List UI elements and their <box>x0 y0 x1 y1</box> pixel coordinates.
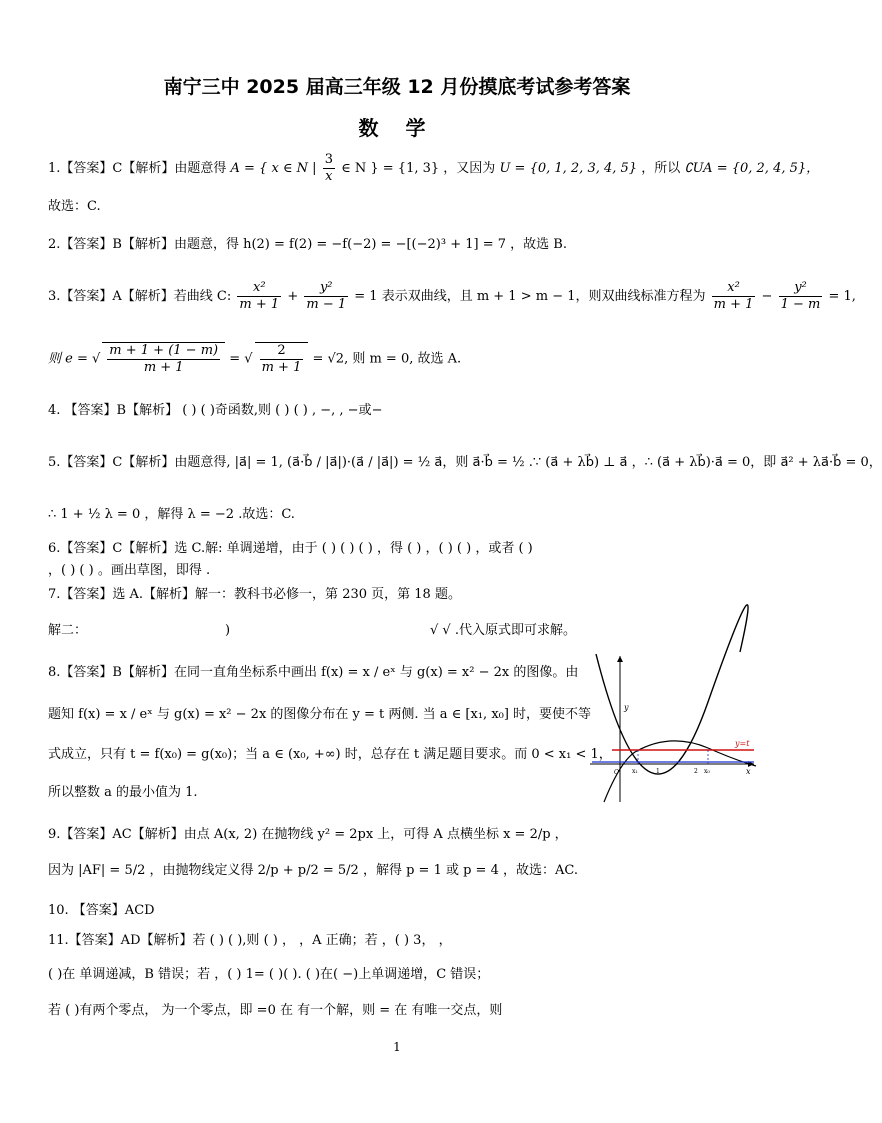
answer-1-complement: ∁UA = {0, 2, 4, 5}， <box>684 161 820 176</box>
answer-7-line-2b: ) <box>225 623 231 638</box>
answer-1-frac-num: 3 <box>324 152 333 167</box>
answer-7-line-2c: √ √ .代入原式即可求解。 <box>430 623 576 638</box>
answer-6: 6.【答案】C【解析】选 C.解: 单调递增，由于 ( ) ( ) ( ) ，得 ( ) ，( ) ( ) ，或者 ( ) <box>48 541 533 556</box>
answer-7-line-2a: 解二： <box>48 623 88 638</box>
answer-3-eq3: = <box>229 351 241 367</box>
answer-3-frac-1-den: m + 1 <box>239 297 280 312</box>
answer-1 <box>48 152 819 185</box>
function-graph <box>590 652 758 804</box>
answer-3-eq2: = 1, <box>828 289 856 304</box>
tick-1: 1 <box>656 768 660 775</box>
answer-6-line-2: ，( ) ( ) 。画出草图，即得 . <box>48 563 211 578</box>
answer-3-minus: − <box>761 289 773 304</box>
answer-3-root-1-den: m + 1 <box>143 360 184 375</box>
answer-9: 9.【答案】AC【解析】由点 A(x, 2) 在抛物线 y² = 2px 上，可得 A 点横坐标 x = 2/p ， <box>48 827 568 842</box>
answer-8: 8.【答案】B【解析】在同一直角坐标系中画出 f(x) = x / eˣ 与 g(x) = x² − 2x 的图像。由 <box>48 665 579 680</box>
answer-11: 11.【答案】AD【解析】若 ( ) ( ),则 ( ) ， ，A 正确；若 ，( ) 3， ， <box>48 933 452 948</box>
tick-x1: x₁ <box>632 768 638 775</box>
answer-5: 5.【答案】C【解析】由题意得, |a⃗| = 1, (a⃗·b⃗ / |a⃗|)·(a⃗ / |a⃗|) = ½ a⃗，则 a⃗·b⃗ = ½ .∵ (a⃗ + λb⃗) ⊥ a⃗ ，∴ (a⃗ + λb⃗)·a⃗ = 0，即 a⃗² + λa⃗·b⃗ = 0， <box>48 455 882 470</box>
answer-3-plus: + <box>287 289 299 304</box>
answer-3-frac-3 <box>712 280 756 313</box>
line-t-label: y=t <box>735 739 750 748</box>
answer-3-eq1: = 1 表示双曲线，且 m + 1 > m − 1，则双曲线标准方程为 <box>354 289 706 304</box>
answer-1-set-u: U = {0, 1, 2, 3, 4, 5} <box>499 161 638 176</box>
answer-1-fraction <box>323 152 335 185</box>
answer-3-frac-3-num: x² <box>712 280 756 297</box>
answer-3 <box>48 280 856 313</box>
answer-3-prefix: 3.【答案】A【解析】若曲线 C: <box>48 289 232 304</box>
page-title: 南宁三中 2025 届高三年级 12 月份摸底考试参考答案 <box>163 76 631 98</box>
answer-9-line-2: 因为 |AF| = 5/2 ，由抛物线定义得 2/p + p/2 = 5/2 ，解得 p = 1 或 p = 4 ，故选：AC. <box>48 863 578 878</box>
answer-1-set-a-tail: ∈ N } = {1, 3} <box>341 161 440 176</box>
y-axis-label: y <box>624 703 629 712</box>
answer-3-frac-2 <box>304 280 348 313</box>
answer-3-frac-1-num: x² <box>237 280 281 297</box>
tick-2: 2 <box>694 768 698 775</box>
answer-10: 10. 【答案】ACD <box>48 903 155 918</box>
x-axis-label: x <box>746 767 751 776</box>
answer-7: 7.【答案】选 A.【解析】解一：教科书必修一，第 230 页，第 18 题。 <box>48 587 461 602</box>
answer-3-root-2-den: m + 1 <box>261 360 302 375</box>
answer-2: 2.【答案】B【解析】由题意，得 h(2) = f(2) = −f(−2) = −[(−2)³ + 1] = 7 ，故选 B. <box>48 237 567 252</box>
page-number: 1 <box>393 1040 401 1054</box>
answer-3-frac-1 <box>237 280 281 313</box>
answer-1-prefix: 1.【答案】C【解析】由题意得 <box>48 161 227 176</box>
origin-label: O <box>614 769 619 776</box>
answer-1-so: ，所以 <box>641 161 681 176</box>
subject-title: 数 学 <box>358 116 436 140</box>
answer-3-root-2 <box>255 342 309 376</box>
answer-3-frac-4-num: y² <box>779 280 823 297</box>
answer-3-frac-2-num: y² <box>304 280 348 297</box>
tick-x0: x₀ <box>704 768 710 775</box>
answer-3-frac-4 <box>779 280 823 313</box>
answer-8-line-2: 题知 f(x) = x / eˣ 与 g(x) = x² − 2x 的图像分布在 y = t 两侧. 当 a ∈ [x₁, x₀] 时，要使不等 <box>48 707 592 722</box>
answer-3-root-2-num: 2 <box>260 343 304 360</box>
y-axis-arrow-icon <box>617 656 623 662</box>
answer-3-line-2: 则 e = √ $\frac{m + 1 + (1 - m)}{m + 1}$ = √ $\frac{2}{m + 1}$ = √2, 则 m = 0, 故选 A. <box>48 343 462 375</box>
answer-8-line-4: 所以整数 a 的最小值为 1. <box>48 785 198 800</box>
answer-3-frac-3-den: m + 1 <box>713 297 754 312</box>
answer-3-frac-2-den: m − 1 <box>306 297 347 312</box>
answer-8-line-3: 式成立，只有 t = f(x₀) = g(x₀)；当 a ∈ (x₀, +∞) 时，总存在 t 满足题目要求。而 0 < x₁ < 1， <box>48 747 612 762</box>
answer-3-line2-prefix: 则 e = <box>48 351 88 367</box>
answer-3-frac-4-den: 1 − m <box>780 297 821 312</box>
answer-1-set-a: A = { x ∈ N | <box>230 161 321 176</box>
answer-5-line-2: ∴ 1 + ½ λ = 0 ，解得 λ = −2 .故选：C. <box>48 507 295 522</box>
answer-3-eq4: = √2, 则 m = 0, 故选 A. <box>312 351 462 367</box>
answer-11-line-3: 若 ( )有两个零点， 为一个零点，即 =0 在 有一个解，则 = 在 有唯一交点，则 <box>48 1003 503 1018</box>
answer-3-root-1-num: m + 1 + (1 − m) <box>109 343 219 358</box>
answer-4: 4. 【答案】B【解析】 ( ) ( )奇函数,则 ( ) ( ) , −, , −或− <box>48 403 383 418</box>
answer-3-root-1 <box>102 342 225 376</box>
answer-1-frac-den: x <box>325 169 333 184</box>
answer-11-line-2: ( )在 单调递减，B 错误；若 ，( ) 1= ( )( ). ( )在( −)上单调递增，C 错误； <box>48 967 490 982</box>
parabola-curve <box>596 605 748 774</box>
answer-1-conclusion: 故选：C. <box>48 199 101 214</box>
answer-1-mid: ，又因为 <box>443 161 496 176</box>
